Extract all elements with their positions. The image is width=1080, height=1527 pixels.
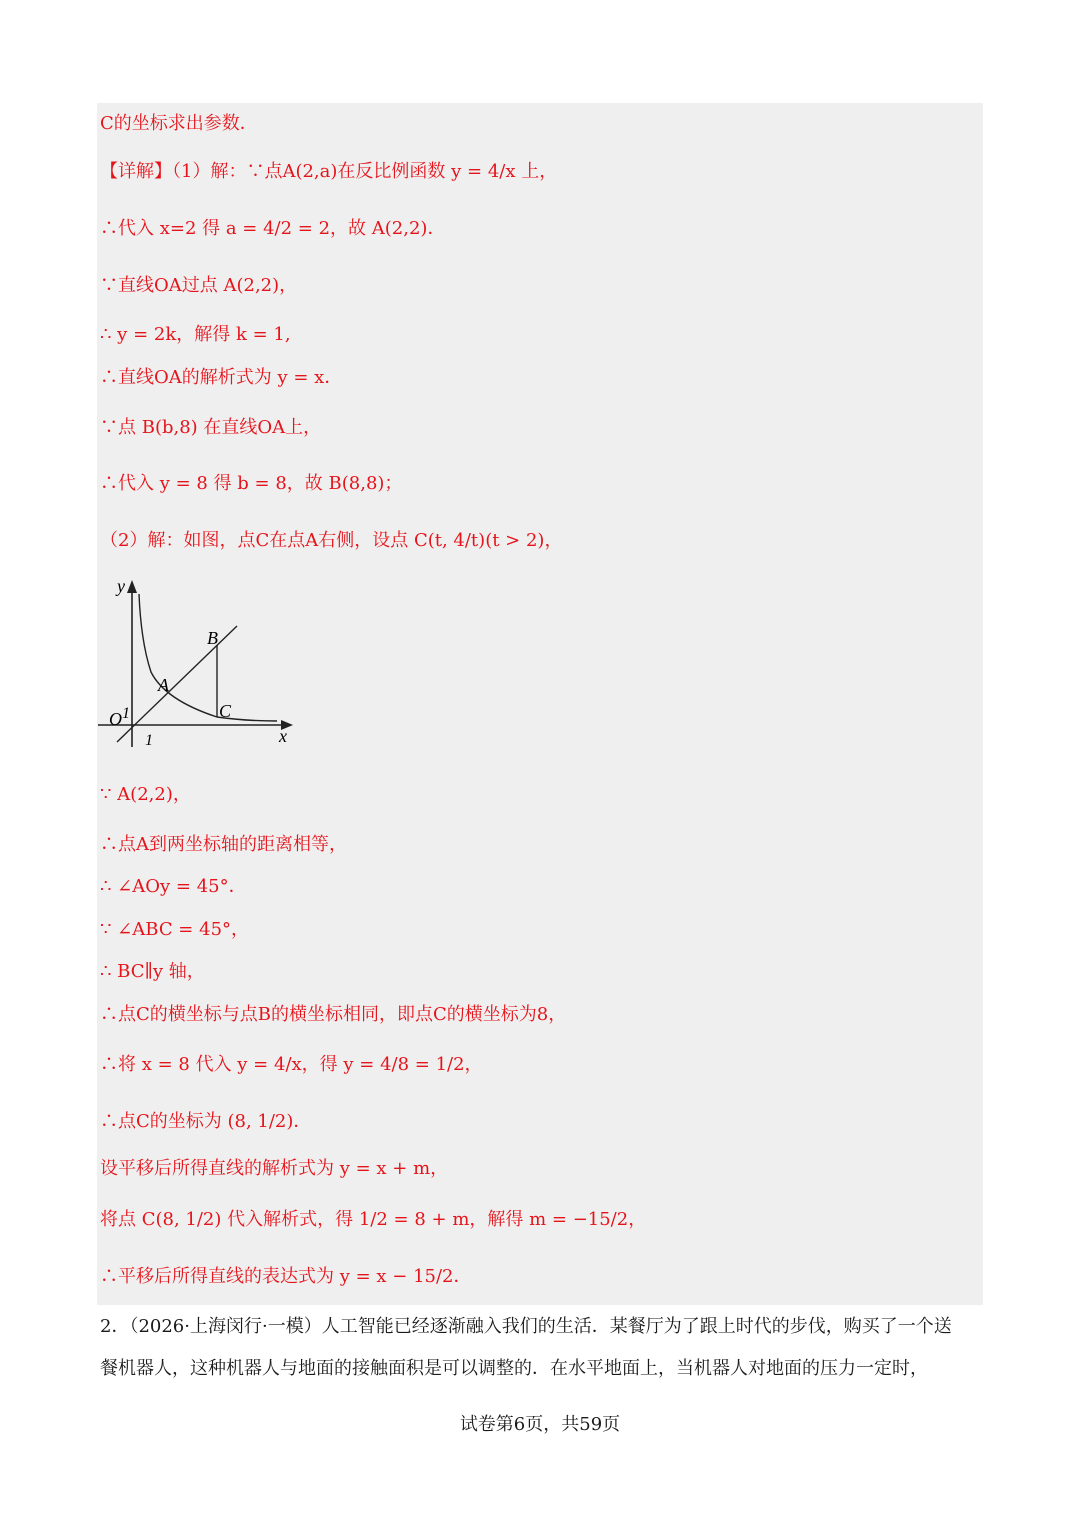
- solution-line-2: ∴代入 x=2 得 a = 4/2 = 2，故 A(2,2)．: [100, 218, 446, 239]
- solution-line-1: [100, 160, 557, 184]
- solution-line-13: ∴ BC∥y 轴，: [100, 961, 205, 982]
- solution-line-19: ∴平移后所得直线的表达式为 y = x − 15/2．: [100, 1266, 472, 1287]
- solution-intro: C的坐标求出参数．: [100, 113, 258, 134]
- solution-line-9: ∵ A(2,2)，: [100, 784, 191, 805]
- label-x: x: [279, 726, 287, 746]
- solution-line-1-text: （1）解：∵点A(2,a)在反比例函数 y = 4/x 上，: [172, 161, 558, 182]
- label-y: y: [117, 576, 125, 596]
- tick-y-1: 1: [122, 705, 130, 722]
- solution-line-16: ∴点C的坐标为 (8, 1/2)．: [100, 1111, 312, 1132]
- tick-x-1: 1: [145, 732, 153, 749]
- solution-line-6: ∵点 B(b,8) 在直线OA上，: [100, 417, 322, 438]
- solution-line-10: ∴点A到两坐标轴的距离相等，: [100, 834, 347, 855]
- detail-tag: 【详解】: [100, 161, 172, 182]
- solution-line-18: 将点 C(8, 1/2) 代入解析式，得 1/2 = 8 + m，解得 m = −15/2，: [100, 1209, 647, 1230]
- label-o: O: [109, 709, 122, 729]
- solution-line-11: ∴ ∠AOy = 45°．: [100, 876, 247, 897]
- y-axis-arrow: [127, 580, 137, 593]
- solution-line-14: ∴点C的横坐标与点B的横坐标相同，即点C的横坐标为8，: [100, 1004, 567, 1025]
- solution-line-4: ∴ y = 2k，解得 k = 1,: [100, 324, 291, 345]
- solution-line-12: ∵ ∠ABC = 45°，: [100, 919, 250, 940]
- label-b: B: [207, 628, 218, 648]
- solution-line-8: （2）解：如图，点C在点A右侧，设点 C(t, 4/t)(t > 2)，: [100, 530, 563, 551]
- solution-line-7: ∴代入 y = 8 得 b = 8，故 B(8,8)；: [100, 473, 403, 494]
- solution-line-5: ∴直线OA的解析式为 y = x．: [100, 367, 343, 388]
- question-2-line-1: 2．（2026·上海闵行·一模）人工智能已经逐渐融入我们的生活．某餐厅为了跟上时代的步伐，购买了一个送: [100, 1316, 952, 1337]
- page-footer: 试卷第6页，共59页: [459, 1414, 621, 1435]
- solution-line-17: 设平移后所得直线的解析式为 y = x + m，: [100, 1158, 449, 1179]
- coordinate-figure: [95, 572, 305, 752]
- label-c: C: [219, 701, 232, 721]
- label-a: A: [158, 675, 169, 695]
- solution-line-3: ∵直线OA过点 A(2,2)，: [100, 275, 298, 296]
- question-2-line-2: 餐机器人，这种机器人与地面的接触面积是可以调整的．在水平地面上，当机器人对地面的压力一定时，: [100, 1358, 928, 1379]
- solution-line-15: ∴将 x = 8 代入 y = 4/x，得 y = 4/8 = 1/2，: [100, 1054, 483, 1075]
- hyperbola: [139, 594, 277, 721]
